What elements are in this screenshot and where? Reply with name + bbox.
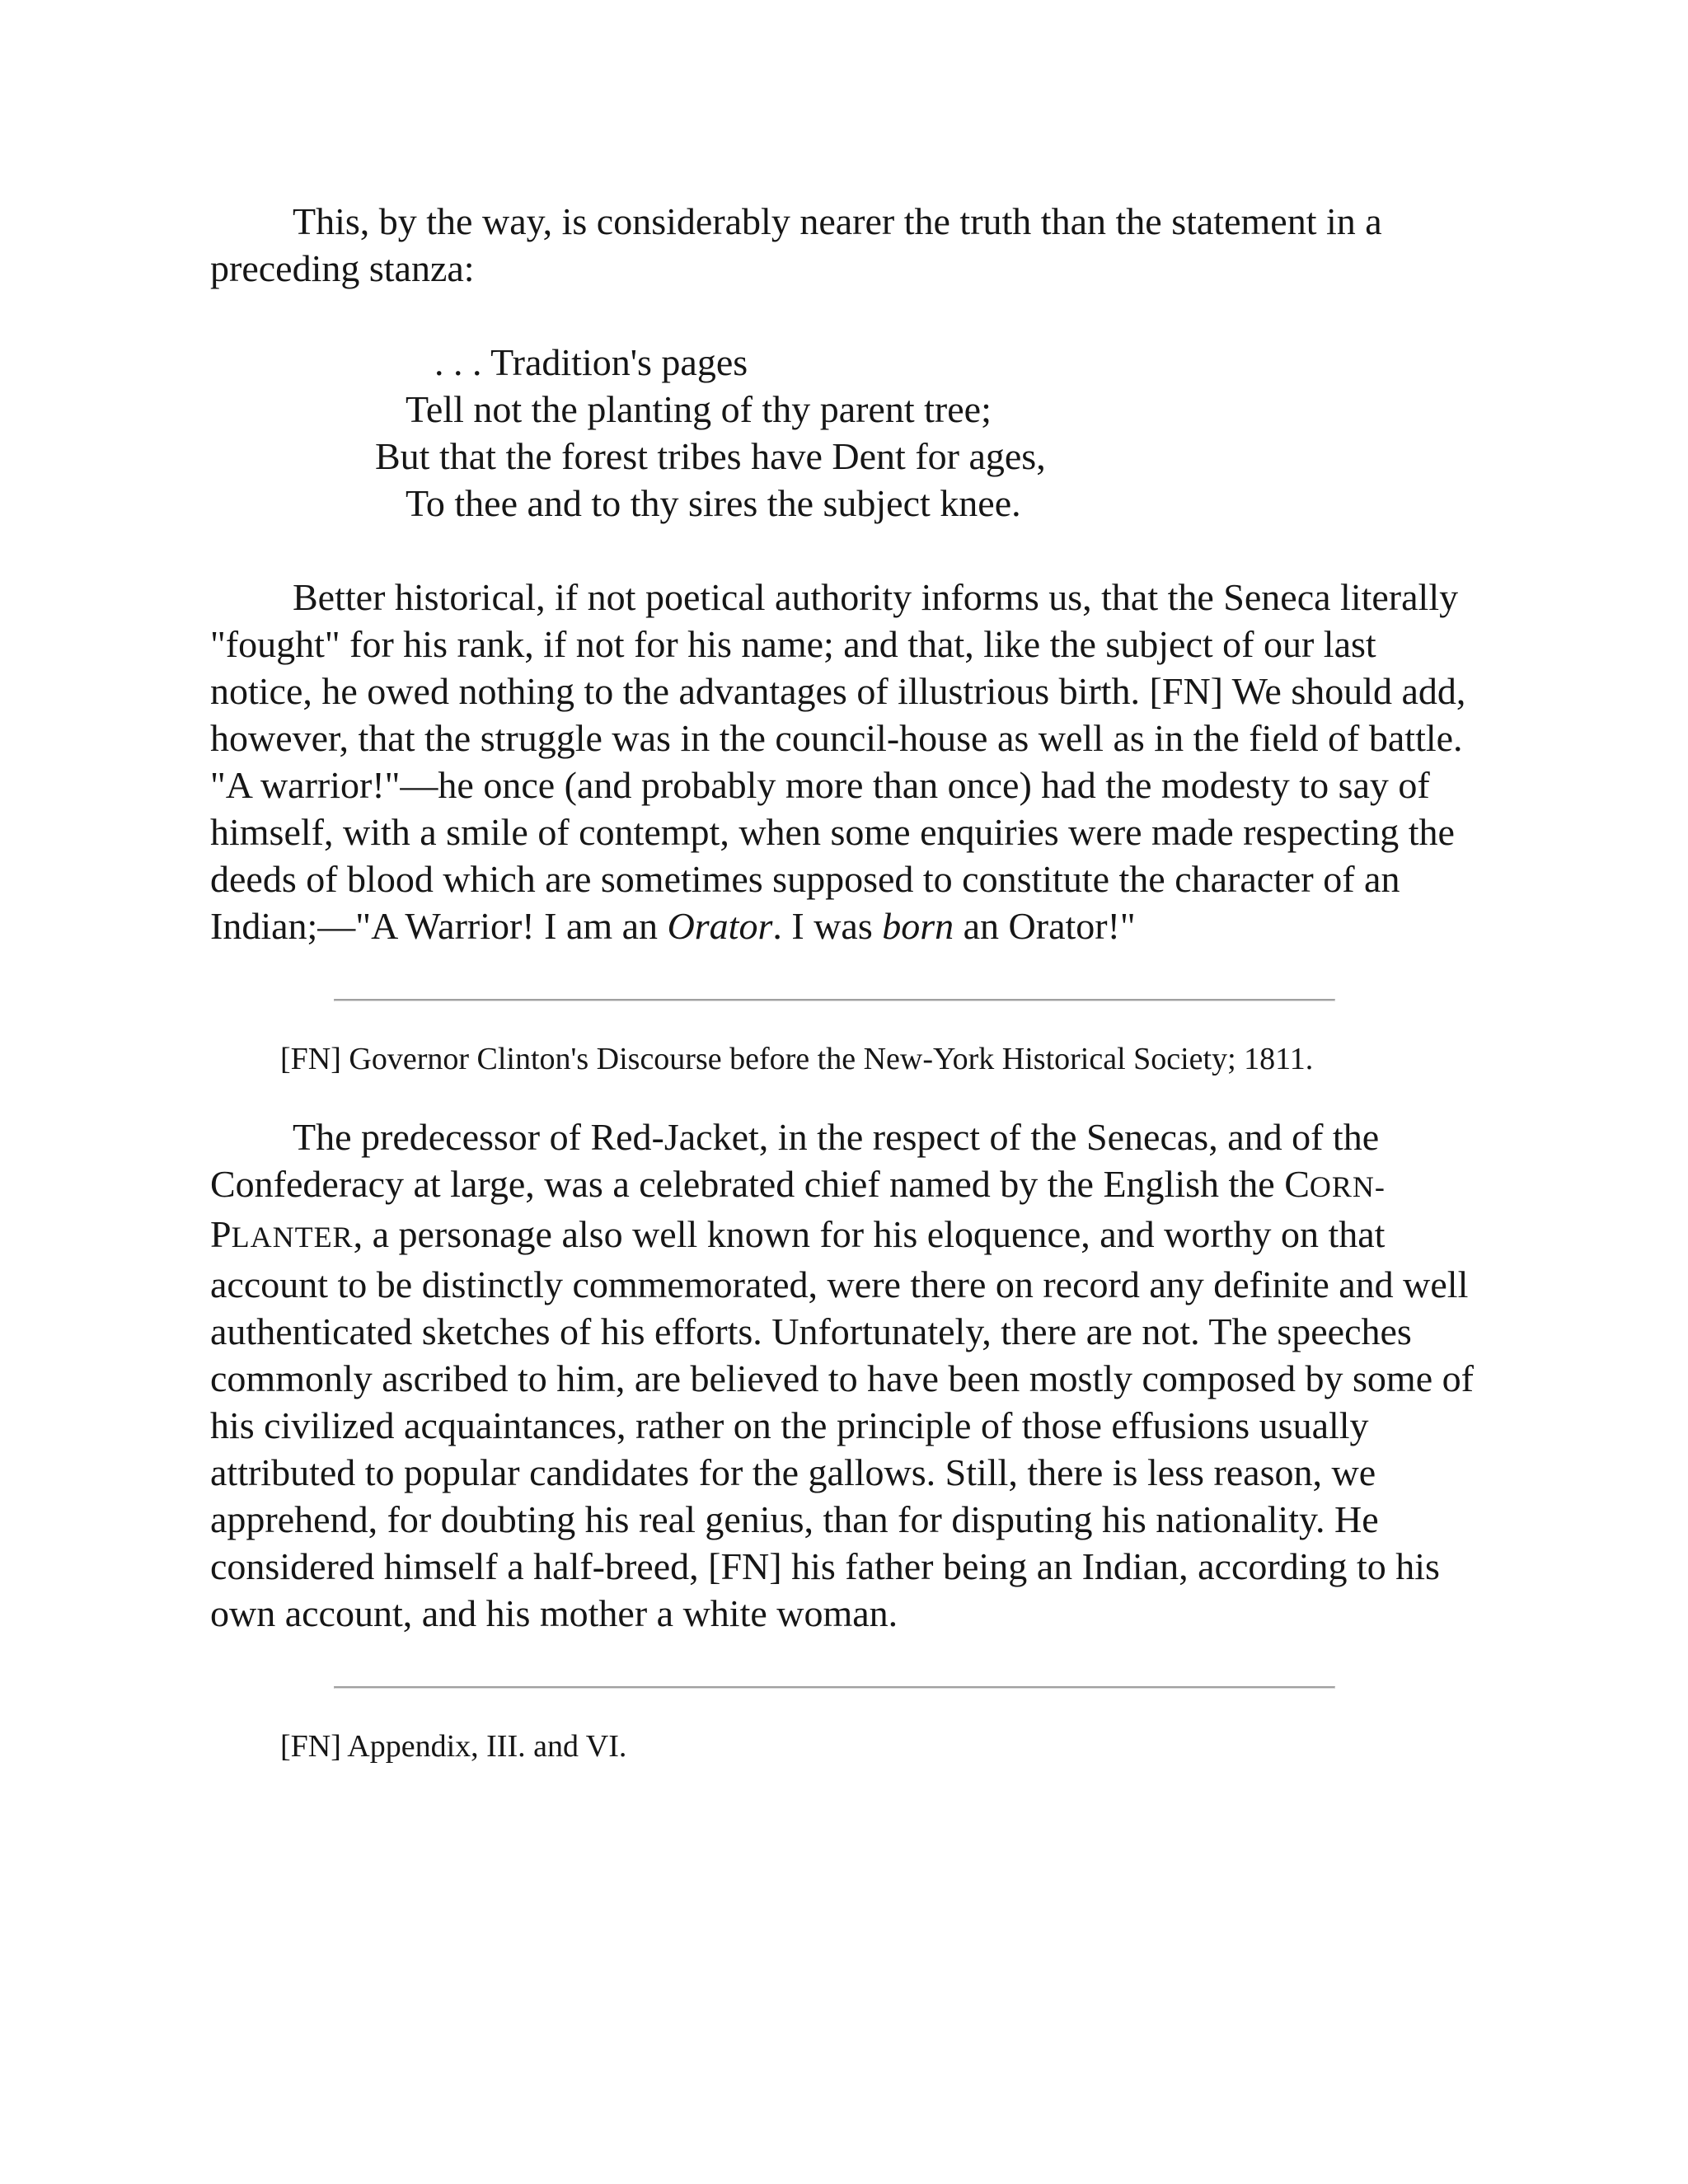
poem-line-3: But that the forest tribes have Dent for ages,: [375, 435, 1046, 477]
paragraph-text: Better historical, if not poetical authority informs us, that the Seneca literally "fought" for his rank, if not for his name; and that, like the subject of our last notice, he owed nothing to the advantages of illustrious birth. [FN] We should add, however, that the struggle was in the council-house as well as in the field of battle. "A warrior!"—he once (and probably more than once) had the modesty to say of himself, with a smile of contempt, when some enquiries were made respecting the deeds of blood which are sometimes supposed to constitute the character of an Indian;—"A Warrior! I am an: [210, 576, 1466, 947]
emphasis-born: born: [882, 905, 954, 947]
poem-line-1: . . . Tradition's pages: [434, 341, 748, 383]
document-page: [210, 198, 1479, 1766]
poem-line-2: Tell not the planting of thy parent tree;: [406, 388, 992, 430]
poem-stanza: [210, 339, 1479, 527]
paragraph-text: . I was: [772, 905, 883, 947]
paragraph-text: an Orator!": [954, 905, 1136, 947]
footnote-clinton: [FN] Governor Clinton's Discourse before the New-York Historical Society; 1811.: [280, 1042, 1314, 1076]
paragraph-corn-planter: [210, 1113, 1479, 1637]
paragraph-text: The predecessor of Red-Jacket, in the respect of the Senecas, and of the Confederacy at large, was a celebrated chief named by the English the: [210, 1116, 1380, 1205]
smallcaps-name: CORN-PLANTER: [210, 1163, 1386, 1255]
paragraph-intro: This, by the way, is considerably nearer the truth than the statement in a preceding stanza:: [210, 200, 1382, 289]
footnote-divider: [334, 999, 1335, 1001]
footnote-divider: [334, 1686, 1335, 1689]
footnote-appendix: [FN] Appendix, III. and VI.: [280, 1729, 627, 1764]
paragraph-warrior-orator: [210, 574, 1479, 949]
emphasis-orator: Orator: [667, 905, 773, 947]
poem-line-4: To thee and to thy sires the subject knee.: [406, 482, 1021, 524]
paragraph-text: , a personage also well known for his eloquence, and worthy on that account to be distinctly commemorated, were there on record any definite and well authenticated sketches of his efforts. Unfortunately, there are not. The speeches commonly ascribed to him, are believed to have been mostly composed by some of his civilized acquaintances, rather on the principle of those effusions usually attributed to popular candidates for the gallows. Still, there is less reason, we apprehend, for doubting his real genius, than for disputing his nationality. He considered himself a half-breed, [FN] his father being an Indian, according to his own account, and his mother a white woman.: [210, 1213, 1474, 1634]
